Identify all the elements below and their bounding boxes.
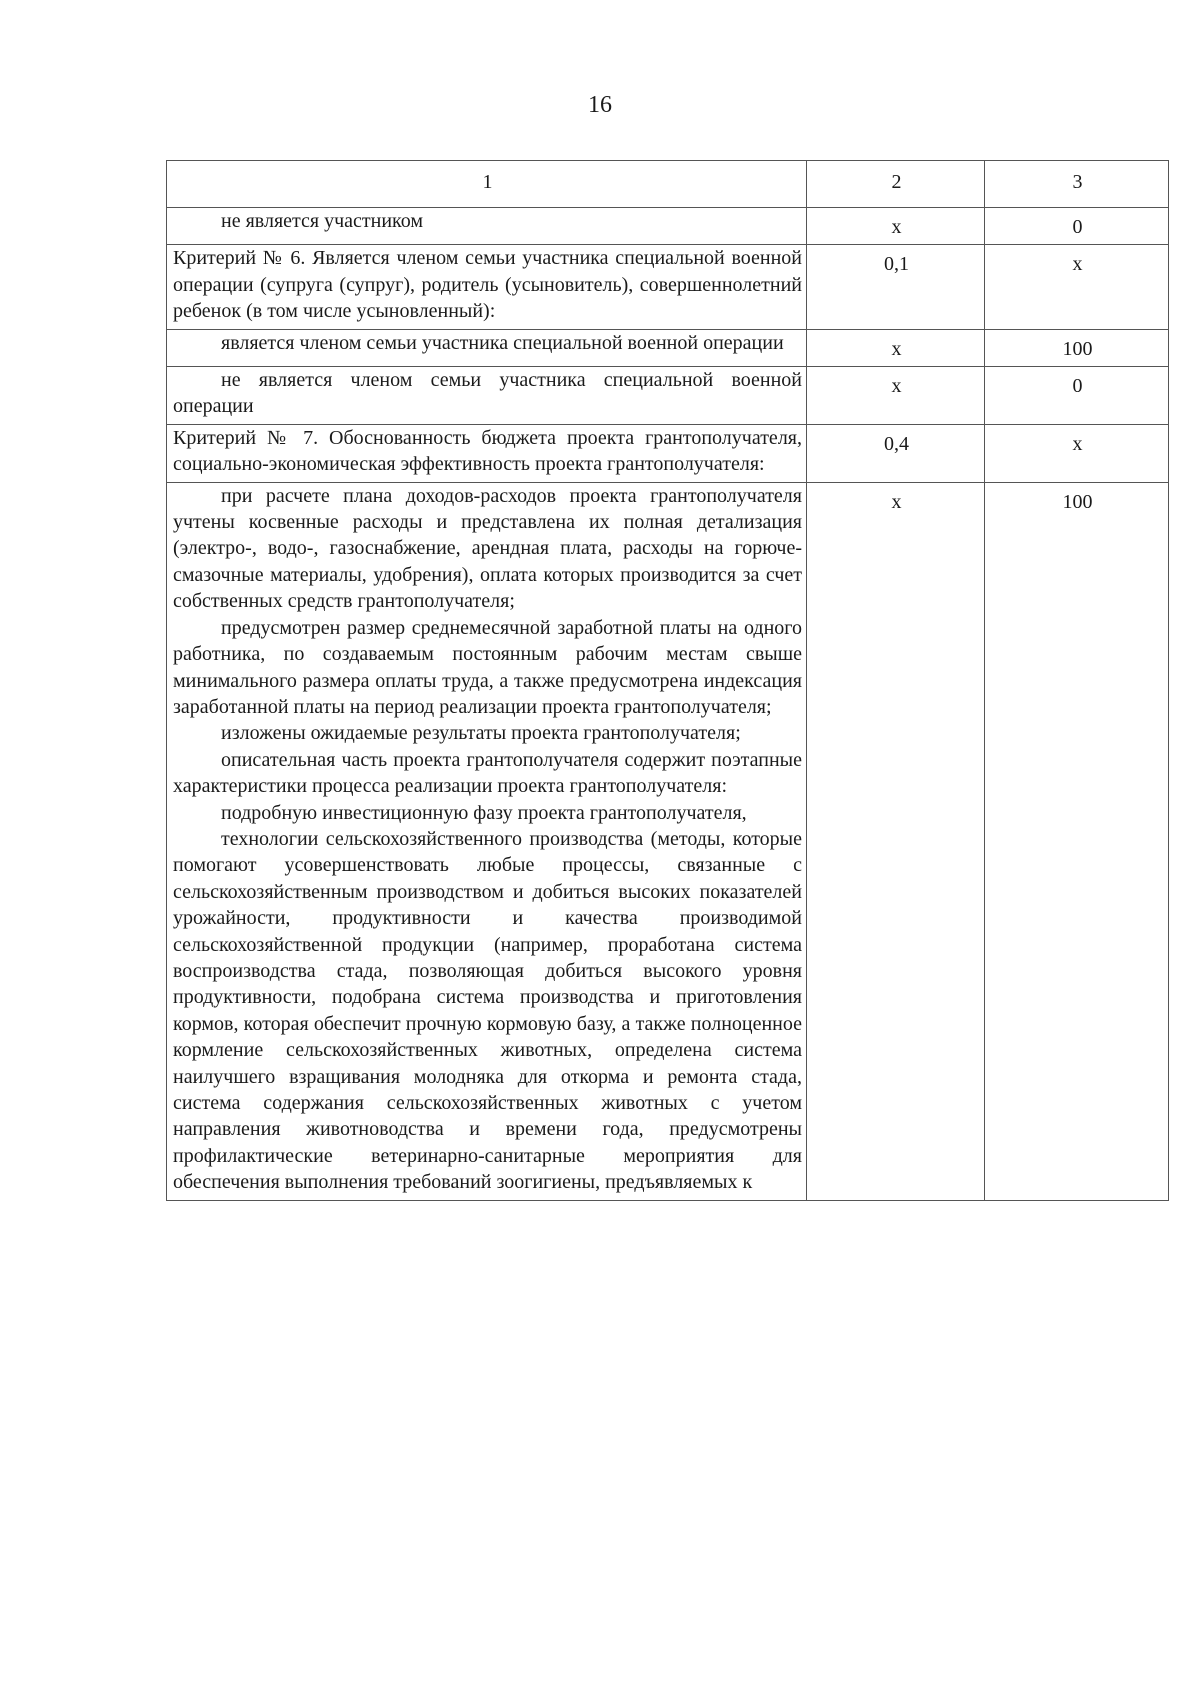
table-header-row	[167, 161, 1169, 208]
criterion-paragraph: изложены ожидаемые результаты проекта грантополучателя;	[221, 722, 741, 745]
weight-coefficient-cell: x	[807, 367, 985, 425]
criterion-paragraph: не является участником	[221, 210, 424, 232]
criterion-text-cell	[167, 367, 807, 425]
criteria-table	[166, 160, 1169, 1201]
criterion-paragraph: при расчете плана доходов-расходов проекта грантополучателя учтены косвенные расходы и представлена их полная детализация (электро-, водо-, газоснабжение, арендная плата, расходы на горюче-смазочные материалы, удобрения), оплата которых производится за счет собственных средств грантополучателя;	[173, 484, 802, 613]
score-cell: 0	[985, 367, 1169, 425]
criterion-text-cell	[167, 424, 807, 482]
table-row	[167, 329, 1169, 366]
table-row	[167, 367, 1169, 425]
column-header-3: 3	[985, 161, 1169, 208]
table-row	[167, 208, 1169, 245]
column-header-1: 1	[167, 161, 807, 208]
weight-coefficient-cell: x	[807, 482, 985, 1200]
score-cell: 0	[985, 208, 1169, 245]
table-row	[167, 424, 1169, 482]
weight-coefficient-cell: 0,4	[807, 424, 985, 482]
criterion-paragraph: подробную инвестиционную фазу проекта грантополучателя,	[221, 801, 747, 824]
weight-coefficient-cell: 0,1	[807, 245, 985, 329]
column-header-2: 2	[807, 161, 985, 208]
weight-coefficient-cell: x	[807, 208, 985, 245]
table-row	[167, 245, 1169, 329]
weight-coefficient-cell: x	[807, 329, 985, 366]
criterion-paragraph: не является членом семьи участника специальной военной операции	[173, 369, 802, 418]
score-cell: x	[985, 245, 1169, 329]
criterion-paragraph: Критерий № 7. Обоснованность бюджета проекта грантополучателя, социально-экономическая эффективность проекта грантополучателя:	[173, 426, 802, 476]
criterion-text-cell	[167, 482, 807, 1200]
criterion-paragraph: предусмотрен размер среднемесячной заработной платы на одного работника, по создаваемым постоянным рабочим местам свыше минимального размера оплаты труда, а также предусмотрена индексация заработанной платы на период реализации проекта грантополучателя;	[173, 616, 802, 718]
criterion-text-cell	[167, 245, 807, 329]
table-row	[167, 482, 1169, 1200]
criterion-text-cell	[167, 329, 807, 366]
criterion-paragraph: является членом семьи участника специальной военной операции	[221, 331, 784, 354]
criterion-paragraph: Критерий № 6. Является членом семьи участника специальной военной операции (супруга (супруг), родитель (усыновитель), совершеннолетний ребенок (в том числе усыновленный):	[173, 247, 802, 323]
criterion-paragraph: описательная часть проекта грантополучателя содержит поэтапные характеристики процесса реализации проекта грантополучателя:	[173, 748, 802, 798]
score-cell: 100	[985, 482, 1169, 1200]
criterion-paragraph: технологии сельскохозяйственного производства (методы, которые помогают усовершенствовать любые процессы, связанные с сельскохозяйственным производством и добиться высоких показателей урожайности, продуктивности и качества производимой сельскохозяйственной продукции (например, проработана система воспроизводства стада, позволяющая добиться высокого уровня продуктивности, подобрана система производства и приготовления кормов, которая обеспечит прочную кормовую базу, а также полноценное кормление сельскохозяйственных животных, определена система наилучшего взращивания молодняка для откорма и ремонта стада, система содержания сельскохозяйственных животных с учетом направления животноводства и времени года, предусмотрены профилактические ветеринарно-санитарные мероприятия для обеспечения выполнения требований зоогигиены, предъявляемых к	[173, 827, 802, 1194]
criterion-text-cell	[167, 208, 807, 245]
page-number: 16	[588, 92, 612, 118]
score-cell: x	[985, 424, 1169, 482]
score-cell: 100	[985, 329, 1169, 366]
